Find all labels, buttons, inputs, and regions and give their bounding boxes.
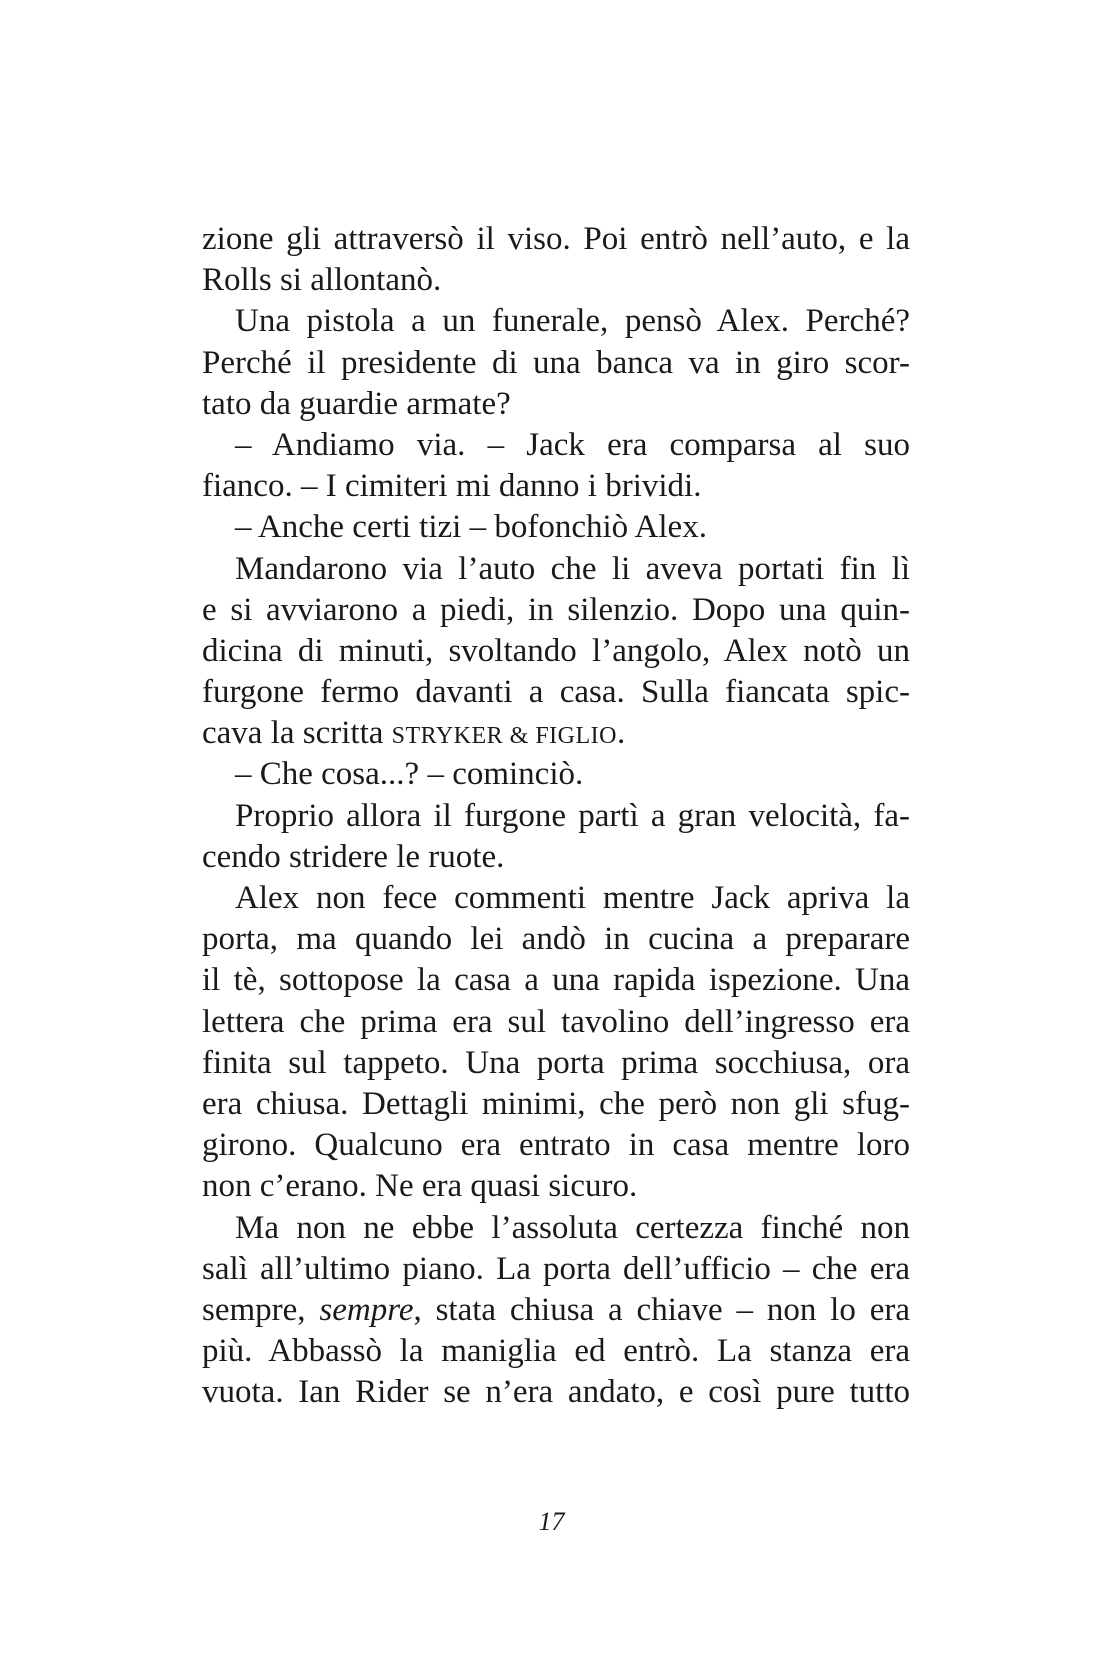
- text-line: Perché il presidente di una banca va in giro scor-: [202, 344, 910, 381]
- text-fragment: , stata chiusa a chiave – non lo era: [413, 1291, 910, 1328]
- body-text: [202, 219, 910, 1413]
- text-line: era chiusa. Dettagli minimi, che però non gli sfug-: [202, 1085, 910, 1122]
- text-line: e si avviarono a piedi, in silenzio. Dopo una quin-: [202, 591, 910, 628]
- page-number: 17: [538, 1507, 565, 1536]
- text-line: – Andiamo via. – Jack era comparsa al suo: [235, 426, 910, 463]
- text-fragment: cava la scritta: [202, 715, 392, 752]
- text-line: girono. Qualcuno era entrato in casa mentre loro: [202, 1127, 910, 1164]
- text-line: [202, 713, 910, 754]
- text-line: finita sul tappeto. Una porta prima socchiusa, ora: [202, 1044, 910, 1081]
- text-line: più. Abbassò la maniglia ed entrò. La stanza era: [202, 1333, 910, 1370]
- text-line: Rolls si allontanò.: [202, 262, 442, 299]
- text-line: salì all’ultimo piano. La porta dell’ufficio – che era: [202, 1250, 910, 1287]
- emphasis-word: sempre: [319, 1291, 414, 1328]
- text-line: Ma non ne ebbe l’assoluta certezza finché non: [235, 1209, 910, 1246]
- text-line: vuota. Ian Rider se n’era andato, e così pure tutto: [202, 1374, 910, 1411]
- text-fragment: sempre,: [202, 1291, 320, 1328]
- text-line: tato da guardie armate?: [202, 385, 511, 422]
- text-line: porta, ma quando lei andò in cucina a preparare: [202, 921, 910, 958]
- text-line: dicina di minuti, svoltando l’angolo, Alex notò un: [202, 632, 910, 669]
- text-line: Proprio allora il furgone partì a gran velocità, fa-: [235, 797, 910, 834]
- text-line: Una pistola a un funerale, pensò Alex. Perché?: [235, 303, 910, 340]
- text-line: Mandarono via l’auto che li aveva portati fin lì: [235, 550, 910, 587]
- text-line: fianco. – I cimiteri mi danno i brividi.: [202, 468, 702, 505]
- text-line: zione gli attraversò il viso. Poi entrò nell’auto, e la: [202, 221, 910, 257]
- text-fragment: .: [617, 715, 626, 752]
- text-line: cendo stridere le ruote.: [202, 838, 505, 875]
- text-line: Alex non fece commenti mentre Jack apriva la: [235, 880, 910, 916]
- text-line: – Anche certi tizi – bofonchiò Alex.: [235, 509, 707, 546]
- text-line: non c’erano. Ne era quasi sicuro.: [202, 1168, 638, 1205]
- text-line: il tè, sottopose la casa a una rapida ispezione. Una: [202, 962, 910, 999]
- text-line: – Che cosa...? – cominciò.: [235, 756, 584, 793]
- company-name: STRYKER & FIGLIO: [391, 723, 617, 750]
- text-line: furgone fermo davanti a casa. Sulla fiancata spic-: [202, 674, 910, 711]
- text-line: [202, 1290, 910, 1331]
- text-line: lettera che prima era sul tavolino dell’ingresso era: [202, 1003, 910, 1040]
